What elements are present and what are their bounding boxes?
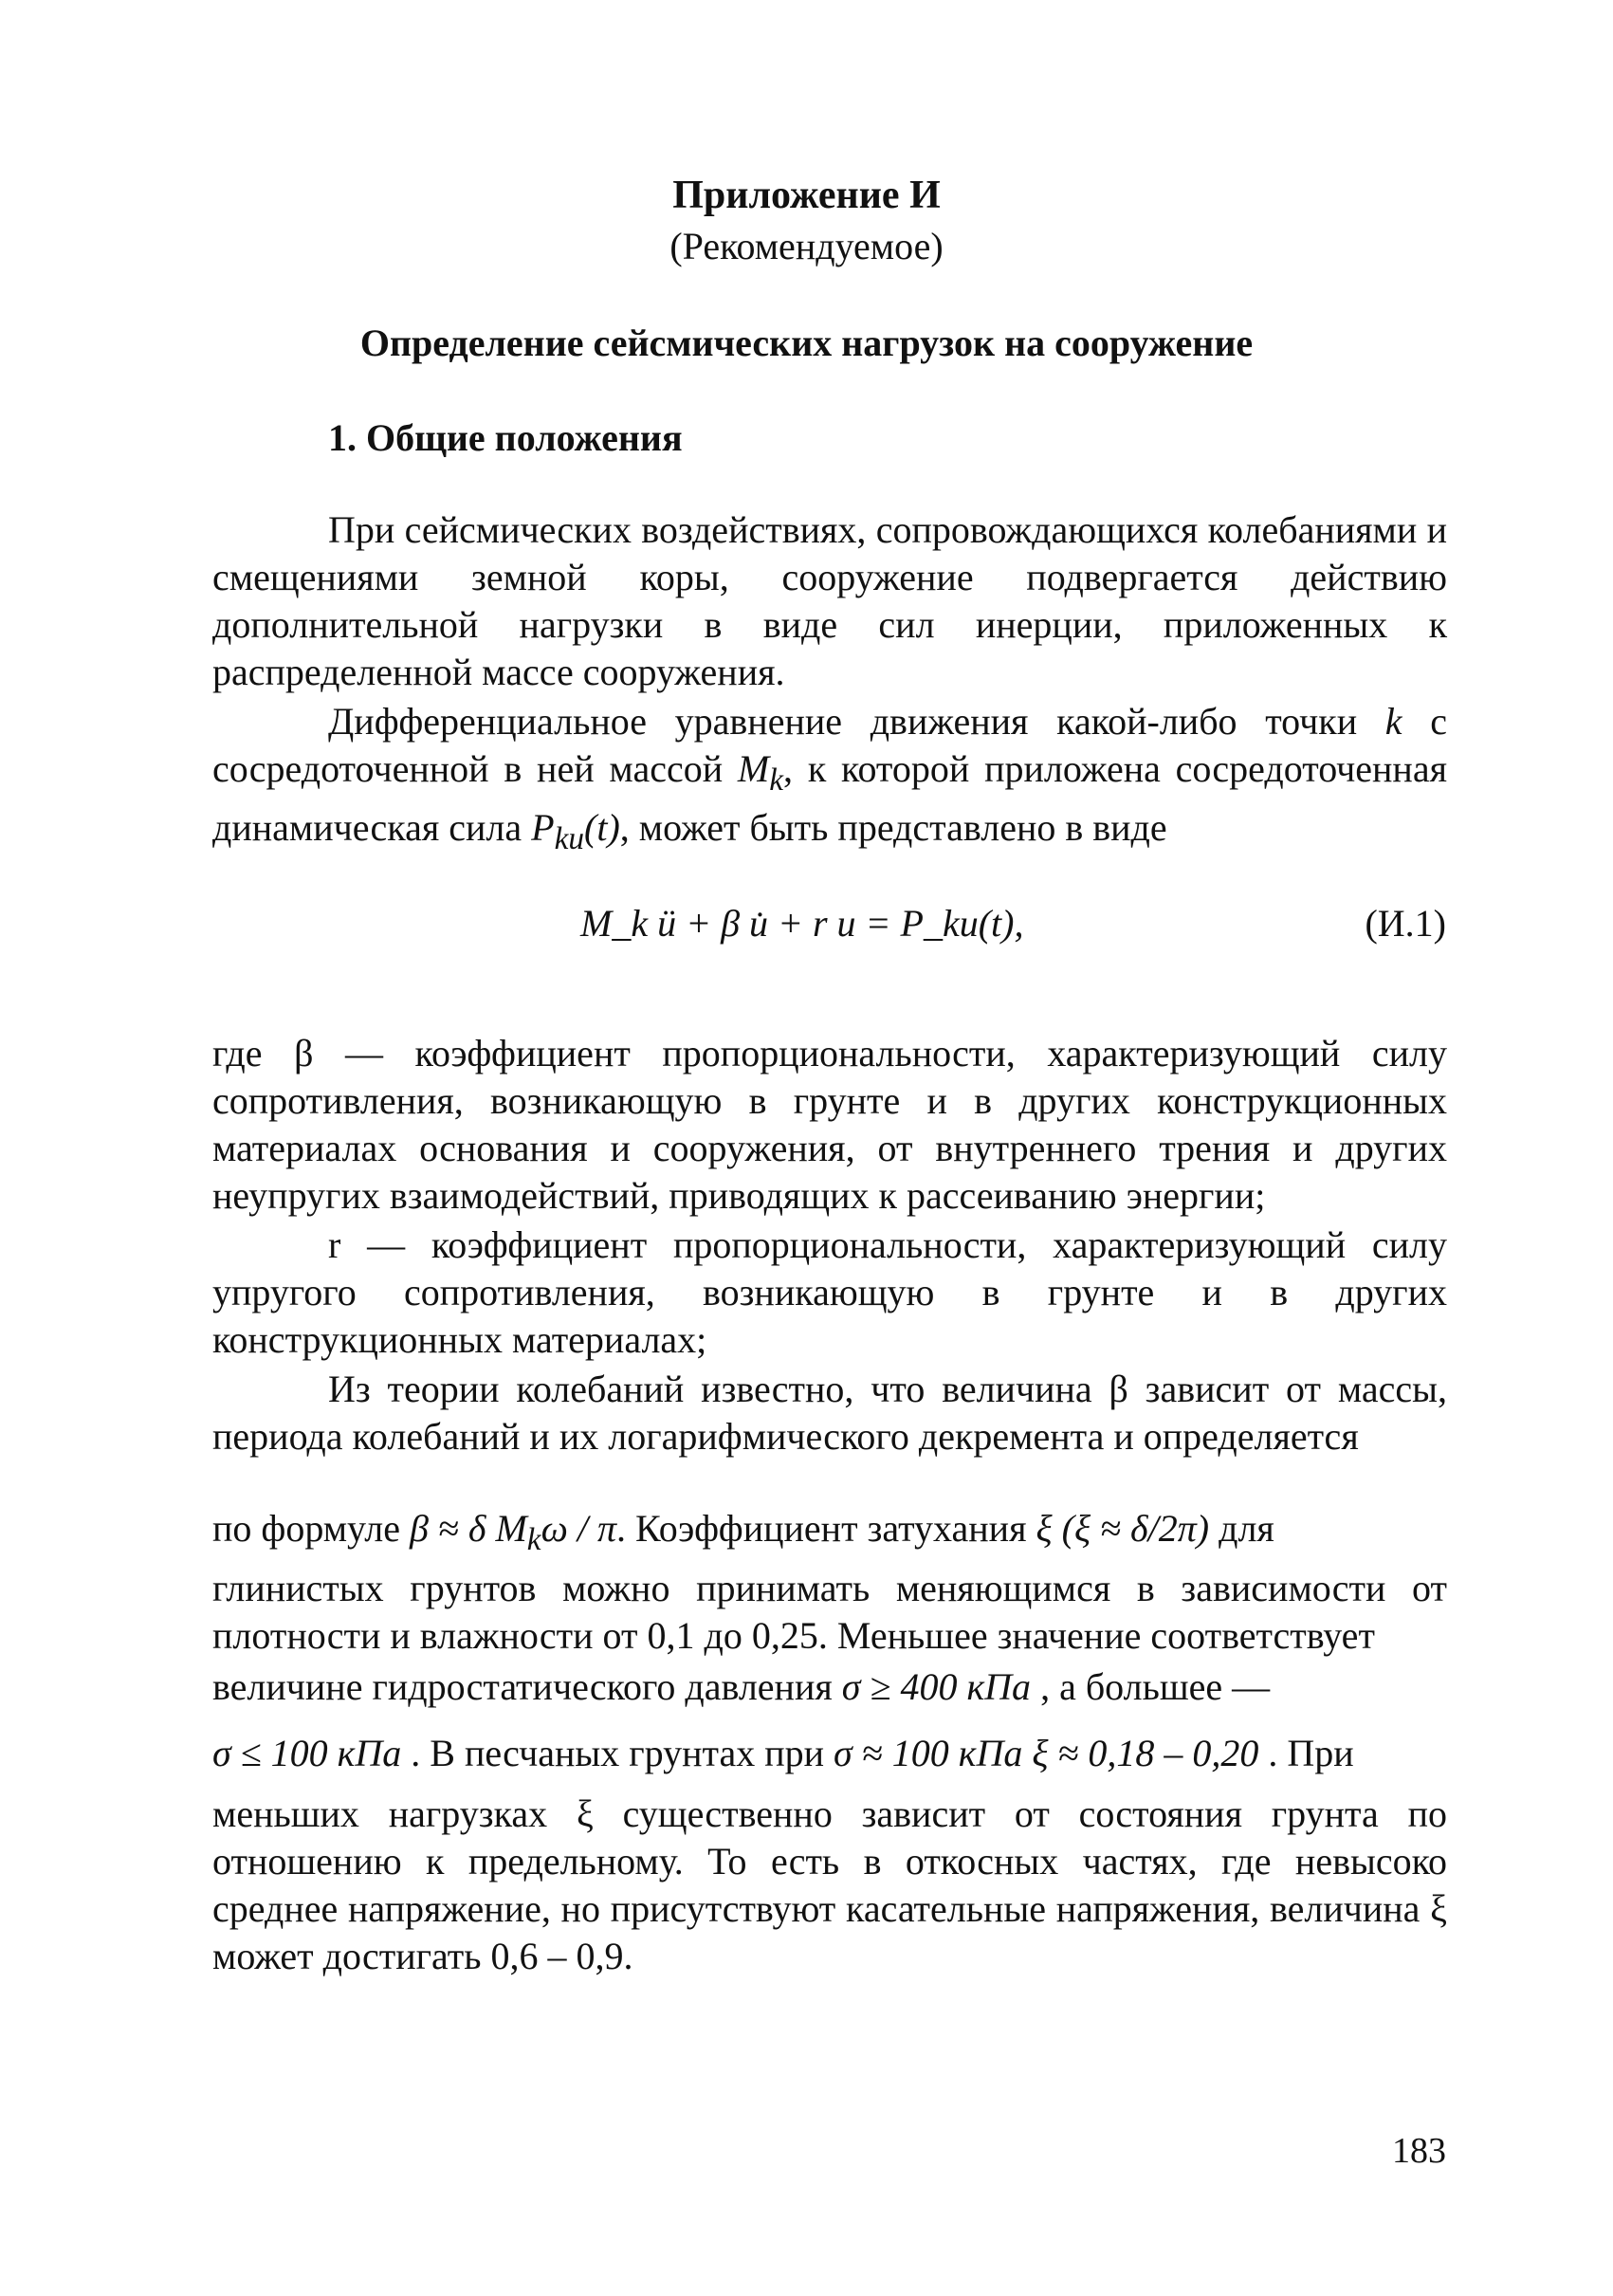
formula-line-pressure (212, 1664, 1447, 1709)
beta-formula (410, 1507, 616, 1557)
page-number: 183 (1392, 2131, 1446, 2171)
paragraph-beta-definition: где β — коэффициент пропорциональности, характеризующий силу сопротивления, возникающую в грунте и в других конструкционных материалах основания и сооружения, от внутреннего трения и других неупругих взаимодействий, приводящих к рассеиванию энергии; (212, 1032, 1447, 1217)
xi-formula: (ξ ≈ δ/2π) (1061, 1507, 1210, 1550)
beta-formula-end: ω / π (541, 1507, 616, 1550)
paragraph-text: , может быть представлено в виде (619, 806, 1167, 849)
pressure-formula-low: σ ≤ 100 кПа (212, 1732, 402, 1774)
variable-mass (737, 747, 784, 798)
line-text: . Коэффициент затухания (616, 1507, 1027, 1550)
formula-line-sand (212, 1731, 1447, 1775)
variable-k: k (1384, 700, 1402, 743)
force-argument: (t) (584, 806, 620, 849)
paragraph-text: , к которой приложена сосредоточенная динамическая сила (212, 747, 1447, 849)
section-title: Определение сейсмических нагрузок на сооружение (359, 321, 1254, 364)
xi-symbol: ξ (1036, 1507, 1053, 1550)
appendix-subtitle: (Рекомендуемое) (669, 225, 944, 267)
line-text: для (1219, 1507, 1274, 1550)
pressure-formula: σ ≥ 400 кПа (841, 1665, 1032, 1708)
beta-formula-main: β ≈ δ M (410, 1507, 527, 1550)
equation-number: (И.1) (1365, 902, 1446, 945)
mass-subscript: k (769, 762, 784, 798)
mass-symbol: M (737, 747, 770, 790)
paragraph-beta-theory: Из теории колебаний известно, что величина β зависит от массы, периода колебаний и их логарифмического декремента и определяется (212, 1368, 1447, 1458)
paragraph-intro: При сейсмических воздействиях, сопровождающихся колебаниями и смещениями земной коры, сооружение подвергается действию дополнительной нагрузки в виде сил инерции, приложенных к распределенной массе сооружения. (212, 508, 1447, 693)
paragraph-text: Дифференциальное уравнение движения какой-либо точки (328, 700, 1358, 743)
appendix-title: Приложение И (672, 174, 941, 217)
paragraph-clay-soils: глинистых грунтов можно принимать меняющимся в зависимости от плотности и влажности от 0,1 до 0,25. Меньшее значение соответствует (212, 1567, 1447, 1657)
line-text: . В песчаных грунтах при (411, 1732, 825, 1774)
line-text: . При (1268, 1732, 1354, 1774)
line-text: , а большее — (1040, 1665, 1271, 1708)
equation-i1: M_k ü + β u̇ + r u = P_ku(t), (580, 902, 1024, 945)
paragraph-r-definition: r — коэффициент пропорциональности, характеризующий силу упругого сопротивления, возникающую в грунте и в других конструкционных материалах; (212, 1223, 1447, 1361)
paragraph-text: с сосредоточенной в ней массой (212, 700, 1448, 790)
subsection-title: 1. Общие положения (328, 416, 683, 459)
paragraph-equation-intro (212, 698, 1447, 863)
line-text: величине гидростатического давления (212, 1665, 833, 1708)
force-symbol: P (531, 806, 555, 849)
beta-formula-subscript: k (526, 1522, 541, 1557)
variable-force (531, 806, 620, 856)
line-text: по формуле (212, 1507, 400, 1550)
pressure-formula-sand: σ ≈ 100 кПа (834, 1732, 1023, 1774)
paragraph-xi-dependence: меньших нагрузках ξ существенно зависит от состояния грунта по отношению к предельному. То есть в откосных частях, где невысоко среднее напряжение, но присутствуют касательные напряжения, величина ξ может достигать 0,6 – 0,9. (212, 1792, 1447, 1977)
formula-line-beta (212, 1506, 1447, 1558)
xi-range-formula: ξ ≈ 0,18 – 0,20 (1032, 1732, 1259, 1774)
force-subscript: ku (554, 821, 585, 856)
